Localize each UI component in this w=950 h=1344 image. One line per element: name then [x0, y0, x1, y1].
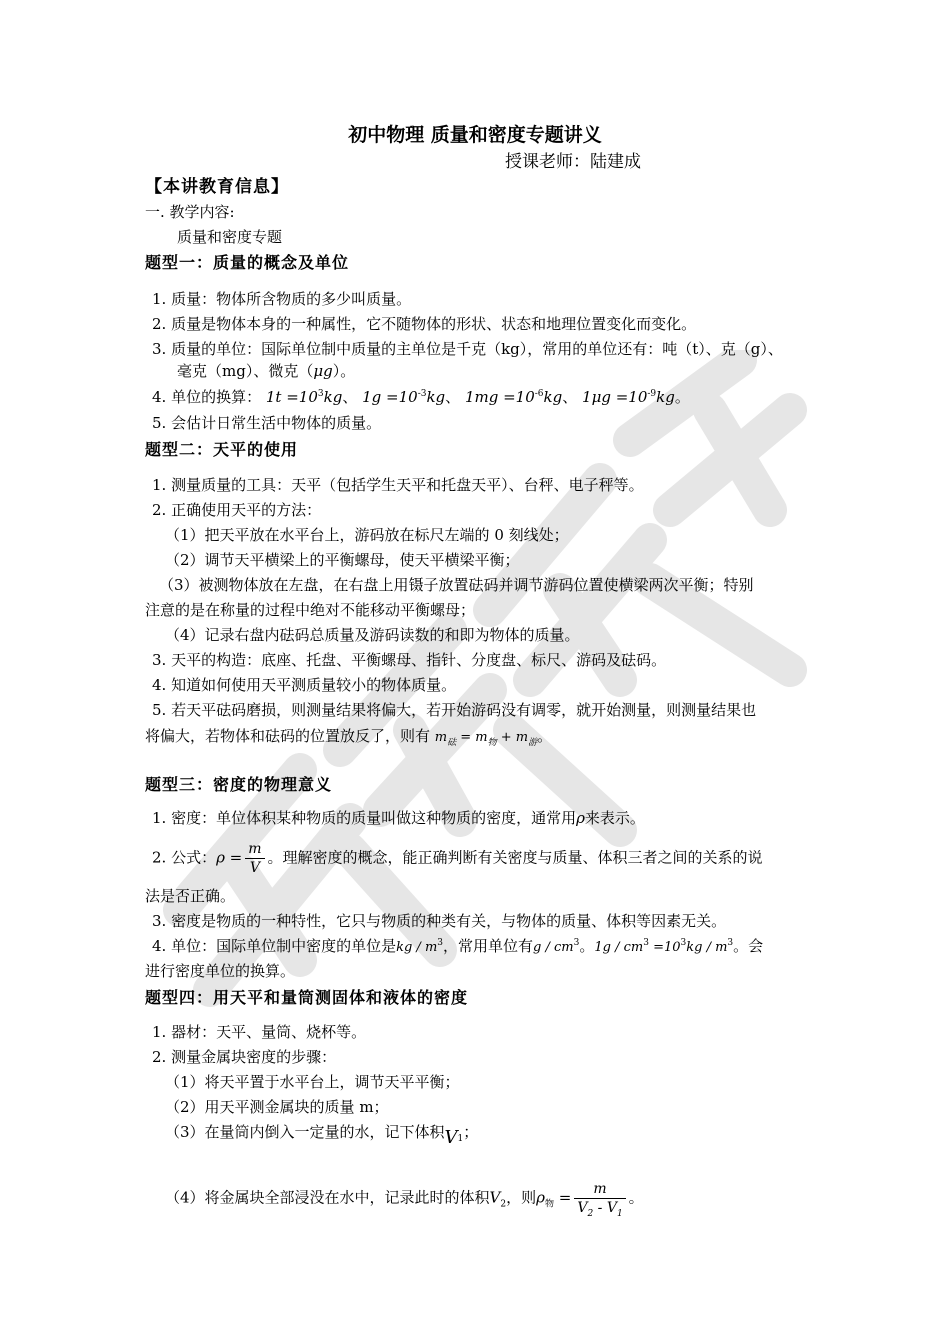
sec4-step-1: （1）将天平置于水平台上，调节天平平衡；: [165, 1073, 460, 1091]
metal-density-fraction: $\frac{m}{V_2 - V_1}$: [574, 1180, 625, 1217]
sec1-line-3b: 毫克（mg）、微克（μg）。: [177, 362, 356, 380]
section-2-heading: 题型二：天平的使用: [145, 440, 299, 459]
sec3-line-4b: 进行密度单位的换算。: [145, 962, 296, 980]
microgram-symbol: μg: [313, 362, 333, 380]
sec1-line-4-conversions: 4. 单位的换算： $1t =10^3kg$、 $1g =10^{-3}kg$、 $1mg =10^{-6}kg$、 $1\mu g =10^{-9}kg$。: [152, 388, 690, 406]
sec2-step-2: （2）调节天平横梁上的平衡螺母，使天平横梁平衡；: [165, 551, 520, 569]
sec3-line-4-units: 4. 单位：国际单位制中密度的单位是kg / $m^3$，常用单位有g / $cm^3$。$1g / cm^3 =10^3kg / m^3$。会: [152, 937, 764, 955]
teacher-name: 授课老师：陆建成: [505, 152, 641, 172]
section-1-heading: 题型一：质量的概念及单位: [145, 253, 350, 272]
section-3-heading: 题型三：密度的物理意义: [145, 775, 333, 794]
sec2-line-3: 3. 天平的构造：底座、托盘、平衡螺母、指针、分度盘、标尺、游码及砝码。: [152, 651, 667, 669]
sec1-line-1: 1. 质量：物体所含物质的多少叫质量。: [152, 290, 412, 308]
info-header: 【本讲教育信息】: [145, 177, 289, 197]
sec4-line-2: 2. 测量金属块密度的步骤：: [152, 1048, 337, 1066]
page-title: 初中物理 质量和密度专题讲义: [348, 124, 602, 146]
section-4-heading: 题型四：用天平和量筒测固体和液体的密度: [145, 988, 469, 1007]
mass-equation: $m_砝 = m_物 + m_游$: [434, 730, 538, 748]
rho-symbol: ρ: [576, 809, 585, 827]
sec4-step-2: （2）用天平测金属块的质量 m；: [165, 1098, 389, 1116]
sec1-line-2: 2. 质量是物体本身的一种属性，它不随物体的形状、状态和地理位置变化而变化。: [152, 315, 697, 333]
sec2-line-5: 5. 若天平砝码磨损，则测量结果将偏大，若开始游码没有调零，就开始测量，则测量结果也: [152, 701, 757, 719]
sec2-line-5b: 将偏大，若物体和砝码的位置放反了，则有 $m_砝 = m_物 + m_游$。: [145, 727, 553, 748]
content-topic: 质量和密度专题: [177, 228, 283, 246]
sec2-step-1: （1）把天平放在水平台上，游码放在标尺左端的 0 刻线处；: [165, 526, 569, 544]
sec4-step-4: （4）将金属块全部浸没在水中，记录此时的体积$V_2$，则$\rho_物$ = $\frac{m}{V_2 - V_1}$ 。: [165, 1181, 644, 1219]
sec4-line-1: 1. 器材：天平、量筒、烧杯等。: [152, 1023, 367, 1041]
sec1-line-3: 3. 质量的单位：国际单位制中质量的主单位是千克（kg），常用的单位还有：吨（t）、克（g）、: [152, 340, 783, 358]
sec2-step-3: （3）被测物体放在左盘，在右盘上用镊子放置砝码并调节游码位置使横梁两次平衡；特别: [159, 576, 754, 594]
sec2-line-4: 4. 知道如何使用天平测质量较小的物体质量。: [152, 676, 457, 694]
sec1-line-5: 5. 会估计日常生活中物体的质量。: [152, 414, 382, 432]
sec2-step-3b: 注意的是在称量的过程中绝对不能移动平衡螺母；: [145, 601, 476, 619]
sec2-line-2: 2. 正确使用天平的方法：: [152, 501, 322, 519]
sec2-line-1: 1. 测量质量的工具：天平（包括学生天平和托盘天平）、台秤、电子秤等。: [152, 476, 644, 494]
sec3-line-3: 3. 密度是物质的一种特性，它只与物质的种类有关，与物体的质量、体积等因素无关。: [152, 912, 727, 930]
sec2-step-4: （4）记录右盘内砝码总质量及游码读数的和即为物体的质量。: [165, 626, 580, 644]
sec4-step-3: （3）在量筒内倒入一定量的水，记下体积$V_1$；: [165, 1123, 479, 1148]
sec3-line-2-formula: 2. 公式：ρ = $\frac{m}{V}$ 。理解密度的概念，能正确判断有关密度与质量、体积三者之间的关系的说: [152, 841, 763, 876]
density-fraction: $\frac{m}{V}$: [245, 840, 264, 877]
sec3-line-2b: 法是否正确。: [145, 887, 236, 905]
content-label: 一. 教学内容:: [145, 203, 235, 221]
sec3-line-1: 1. 密度：单位体积某种物质的质量叫做这种物质的密度，通常用ρ来表示。: [152, 809, 645, 827]
